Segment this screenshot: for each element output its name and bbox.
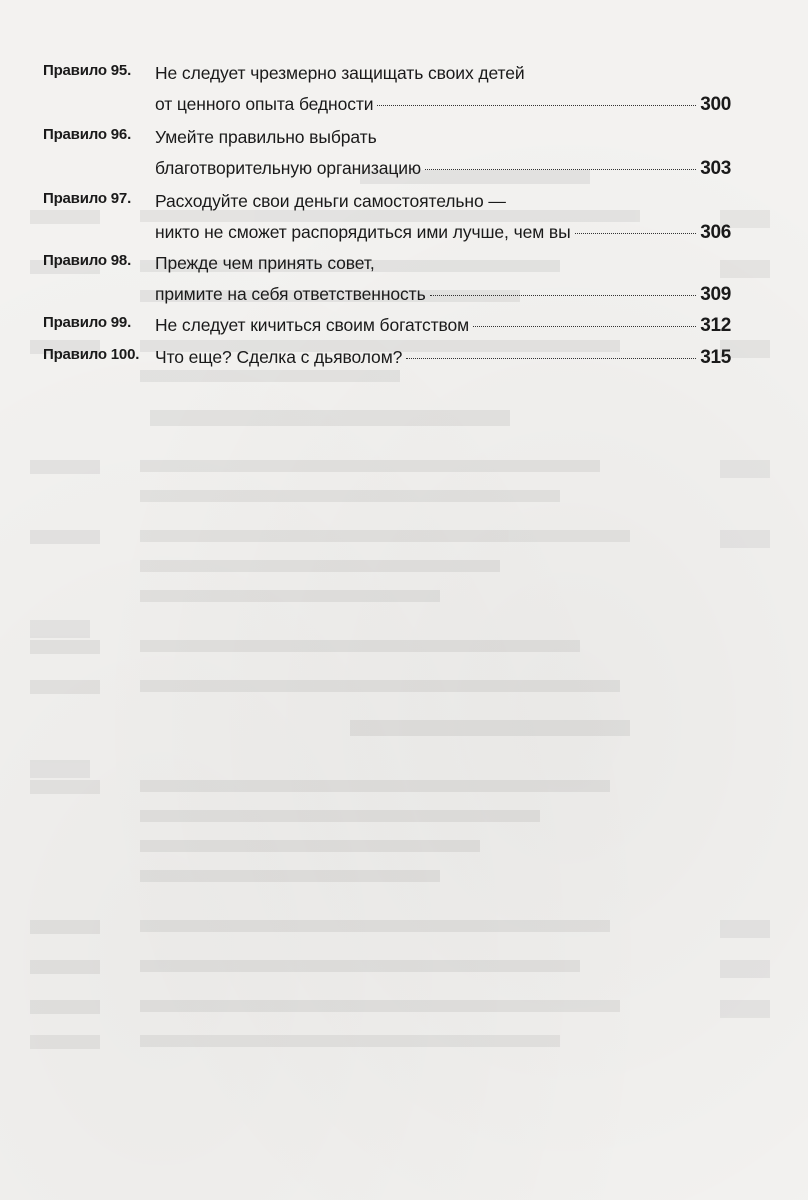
rule-title-line: примите на себя ответственность [155, 284, 426, 304]
rule-title-last-line [155, 342, 731, 373]
rule-title-last-line [155, 153, 731, 184]
dot-leader [425, 169, 696, 170]
rule-number: Правило 97. [43, 190, 132, 207]
rule-title-line: Расходуйте свои деньги самостоятельно — [155, 191, 506, 211]
rule-title-line: Прежде чем принять совет, [155, 253, 375, 273]
dot-leader [473, 326, 696, 327]
rule-title-line: никто не сможет распорядиться ими лучше, чем вы [155, 222, 571, 242]
toc-entry[interactable] [43, 186, 731, 248]
rule-number: Правило 95. [43, 62, 132, 79]
rule-title-last-line [155, 279, 731, 310]
rule-title [155, 122, 731, 184]
toc-entry[interactable] [43, 122, 731, 184]
dot-leader [406, 358, 696, 359]
rule-title [155, 310, 731, 341]
rule-title [155, 342, 731, 373]
page-number: 300 [700, 94, 731, 115]
rule-number: Правило 96. [43, 126, 132, 143]
rule-title-last-line [155, 217, 731, 248]
rule-title [155, 186, 731, 248]
rule-title [155, 58, 731, 120]
rule-number: Правило 99. [43, 314, 132, 331]
page-number: 303 [700, 158, 731, 179]
page-number: 306 [700, 222, 731, 243]
rule-title-line: Не следует чрезмерно защищать своих детей [155, 63, 525, 83]
rule-title [155, 248, 731, 310]
toc-entry[interactable] [43, 248, 731, 310]
rule-title-line: от ценного опыта бедности [155, 94, 374, 114]
dot-leader [377, 105, 696, 106]
rule-title-line: Не следует кичиться своим богатством [155, 315, 470, 335]
toc-entry[interactable] [43, 310, 731, 341]
page-number: 312 [700, 315, 731, 336]
rule-title-line: благотворительную организацию [155, 158, 422, 178]
dot-leader [430, 295, 697, 296]
rule-title-line: Умейте правильно выбрать [155, 127, 377, 147]
rule-title-last-line [155, 89, 731, 120]
dot-leader [575, 233, 697, 234]
page-number: 315 [700, 347, 731, 368]
toc-entry[interactable] [43, 342, 731, 373]
page-number: 309 [700, 284, 731, 305]
rule-number: Правило 100. [43, 346, 140, 363]
rule-title-line: Что еще? Сделка с дьяволом? [155, 347, 403, 367]
toc-entry[interactable] [43, 58, 731, 120]
rule-title-last-line [155, 310, 731, 341]
rule-number: Правило 98. [43, 252, 132, 269]
